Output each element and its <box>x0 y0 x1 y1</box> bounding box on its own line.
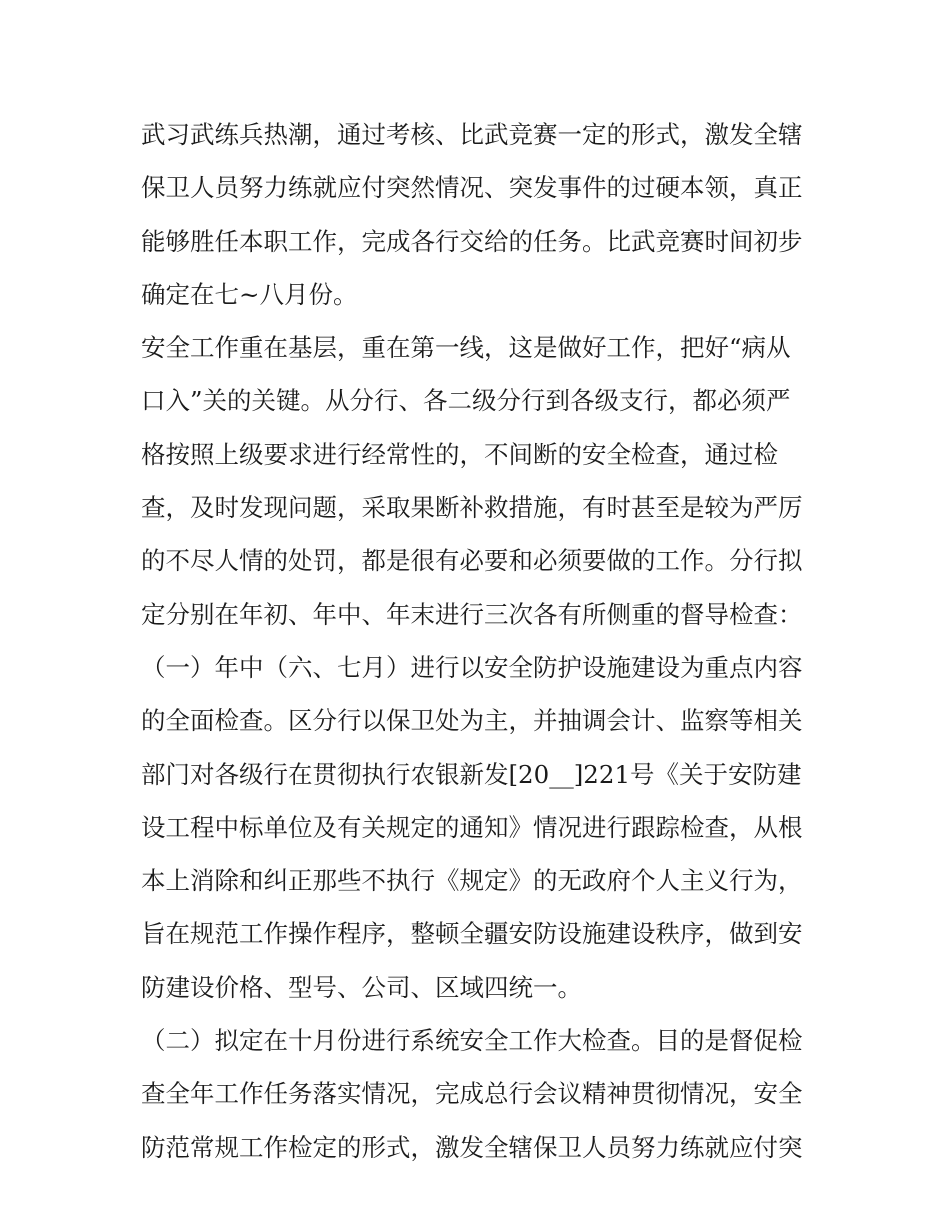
text-line: 的全面检查。区分行以保卫处为主，并抽调会计、监察等相关 <box>141 706 803 736</box>
text-line: 能够胜任本职工作，完成各行交给的任务。比武竞赛时间初步 <box>141 226 803 256</box>
text-line: 安全工作重在基层，重在第一线，这是做好工作，把好“病从 <box>141 333 791 363</box>
text-line: 查，及时发现问题，采取果断补救措施，有时甚至是较为严厉 <box>141 493 803 523</box>
body-text <box>141 108 816 1174</box>
text-line: （一）年中（六、七月）进行以安全防护设施建设为重点内容 <box>141 652 803 682</box>
text-line: 本上消除和纠正那些不执行《规定》的无政府个人主义行为， <box>141 866 803 896</box>
text-line: 武习武练兵热潮，通过考核、比武竞赛一定的形式，激发全辖 <box>141 120 803 149</box>
text-line: 防建设价格、型号、公司、区域四统一。 <box>141 972 582 1002</box>
text-line: 的不尽人情的处罚，都是很有必要和必须要做的工作。分行拟 <box>141 546 803 576</box>
text-line: 口入”关的关键。从分行、各二级分行到各级支行，都必须严 <box>141 386 791 416</box>
text-line: 设工程中标单位及有关规定的通知》情况进行跟踪检查，从根 <box>141 812 803 842</box>
text-line: 部门对各级行在贯彻执行农银新发[20__]221号《关于安防建 <box>141 759 802 789</box>
text-line: 格按照上级要求进行经常性的，不间断的安全检查，通过检 <box>141 439 778 469</box>
text-line: 保卫人员努力练就应付突然情况、突发事件的过硬本领，真正 <box>141 173 803 203</box>
text-line: 确定在七~八月份。 <box>141 279 358 309</box>
text-line: 防范常规工作检定的形式，激发全辖保卫人员努力练就应付突 <box>141 1132 803 1162</box>
text-line: 定分别在年初、年中、年末进行三次各有所侧重的督导检查： <box>141 599 803 629</box>
text-line: 旨在规范工作操作程序，整顿全疆安防设施建设秩序，做到安 <box>141 919 803 949</box>
text-line: 查全年工作任务落实情况，完成总行会议精神贯彻情况，安全 <box>141 1079 803 1109</box>
text-line: （二）拟定在十月份进行系统安全工作大检查。目的是督促检 <box>141 1026 803 1056</box>
